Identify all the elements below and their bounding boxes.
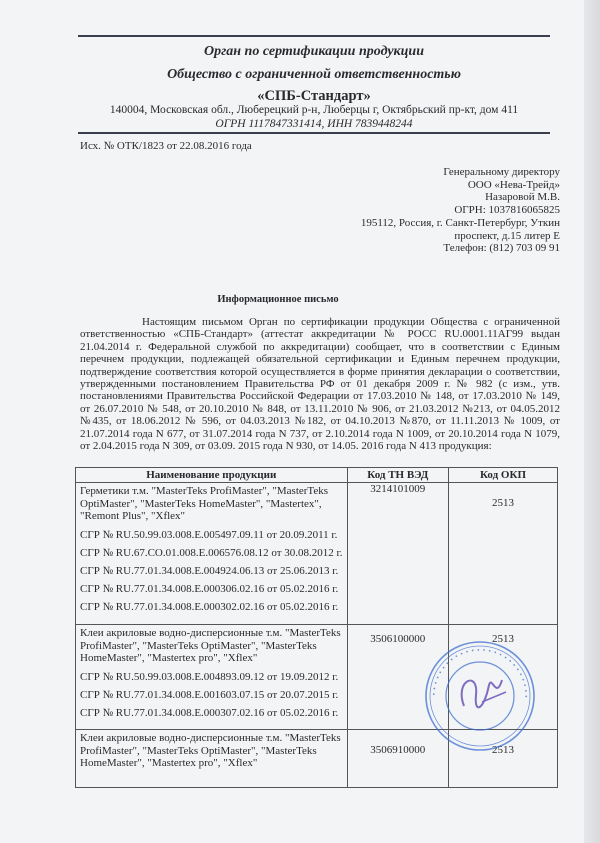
certificate: СГР № RU.77.01.34.008.E.000307.02.16 от 05.02.2016 г. xyxy=(80,706,339,719)
certificate: СГР № RU.67.CO.01.008.E.006576.08.12 от 30.08.2012 г. xyxy=(80,546,343,559)
tnved-code: 3214101009 xyxy=(347,483,448,625)
recipient-line: 195112, Россия, г. Санкт-Петербург, Уткин xyxy=(360,216,560,229)
recipient-line: проспект, д.15 литер Е xyxy=(454,229,560,242)
org-address: 140004, Московская обл., Люберецкий р-н, Люберцы г, Октябрьский пр-кт, дом 411 xyxy=(109,104,519,116)
legal-form: Общество с ограниченной ответственностью xyxy=(167,67,461,82)
recipient-block xyxy=(361,166,560,255)
letter-title: Информационное письмо xyxy=(217,294,339,305)
recipient-line: Телефон: (812) 703 09 91 xyxy=(443,242,560,255)
organization-stamp xyxy=(424,640,536,752)
certificate: СГР № RU.77.01.34.008.E.004924.06.13 от 25.06.2013 г. xyxy=(80,564,339,577)
okp-code: 2513 xyxy=(449,625,558,730)
header-product-name: Наименование продукции xyxy=(76,468,348,483)
org-name: «СПБ-Стандарт» xyxy=(257,88,371,104)
tnved-code: 3506100000 xyxy=(347,625,448,730)
recipient-line: ОГРН: 1037816065825 xyxy=(454,204,560,217)
tnved-code: 3506910000 xyxy=(347,730,448,788)
recipient-line: Генеральному директору xyxy=(443,166,560,178)
product-name: Клеи акриловые водно-дисперсионные т.м. "MasterTeks ProfiMaster", "MasterTeks OptiMaster", "MasterTeks HomeMaster", "Mastertex pro", "Xflex" xyxy=(80,732,341,770)
okp-code: 2513 xyxy=(449,483,558,625)
outgoing-reference: Исх. № ОТК/1823 от 22.08.2016 года xyxy=(80,140,252,152)
org-type: Орган по сертификации продукции xyxy=(203,44,424,59)
scan-edge xyxy=(584,0,600,843)
svg-text:• • • • • • • • • • • • • • •: • • • • • • • • • • • • • • • • • • • • • • • • • • xyxy=(430,646,530,699)
certificate: СГР № RU.50.99.03.008.E.005497.09.11 от 20.09.2011 г. xyxy=(80,528,338,541)
recipient-line: Назаровой М.В. xyxy=(485,191,560,204)
header-top-rule xyxy=(78,35,550,37)
okp-code: 2513 xyxy=(449,730,558,788)
table-header-row xyxy=(76,468,558,483)
certificate: СГР № RU.77.01.34.008.E.001603.07.15 от 20.07.2015 г. xyxy=(80,688,339,701)
product-name: Клеи акриловые водно-дисперсионные т.м. "MasterTeks ProfiMaster", "MasterTeks OptiMaster", "MasterTeks HomeMaster", "Mastertex pro", "Xflex" xyxy=(80,627,341,665)
certificate: СГР № RU.77.01.34.008.E.000302.02.16 от 05.02.2016 г. xyxy=(80,601,339,613)
header-okp: Код ОКП xyxy=(449,468,558,483)
table-row xyxy=(76,483,558,625)
product-name: Герметики т.м. "MasterTeks ProfiMaster", "MasterTeks OptiMaster", "MasterTeks HomeMaster", "Mastertex", "Remont Plus", "Xflex" xyxy=(80,485,329,523)
letter-body: Настоящим письмом Орган по сертификации продукции Общества с ограниченной ответственностью «СПБ-Стандарт» (аттестат аккредитации № РОСС RU.0001.11АГ99 выдан 21.04.2014 г. Федеральной службой по аккредитации) сообщает, что в соответствии с Единым перечнем продукции, подлежащей обязательной сертификации и Единым перечнем продукции, подтверждение соответствия которой осуществляется в форме принятия декларации о соответствии, утвержденными постановлением Правительства РФ от 01 декабря 2009 г. № 982 (с изм., утв. постановлениями Правительства Российской Федерации от 17.03.2010 № 148, от 17.03.2010 № 149, от 26.07.2010 № 548, от 20.10.2010 № 848, от 13.11.2010 № 906, от 21.03.2012 №213, от 04.05.2012 №435, от 18.06.2012 № 596, от 04.03.2013 №182, от 04.10.2013 №870, от 11.11.2013 № 1009, от 21.07.2014 года N 677, от 31.07.2014 года N 737, от 2.10.2014 года N 1009, от 20.10.2014 года N 1079, от 2.04.2015 года N 309, от 03.09. 2015 года N 930, от 14.05. 2016 года N 413 продукция: xyxy=(80,316,560,453)
certificate: СГР № RU.77.01.34.008.E.000306.02.16 от 05.02.2016 г. xyxy=(80,582,339,595)
header-tnved: Код ТН ВЭД xyxy=(347,468,448,483)
header-bottom-rule xyxy=(78,132,550,134)
org-registration: ОГРН 1117847331414, ИНН 7839448244 xyxy=(215,118,413,130)
recipient-line: ООО «Нева-Трейд» xyxy=(467,178,560,191)
certificate: СГР № RU.50.99.03.008.E.004893.09.12 от 19.09.2012 г. xyxy=(80,670,339,683)
